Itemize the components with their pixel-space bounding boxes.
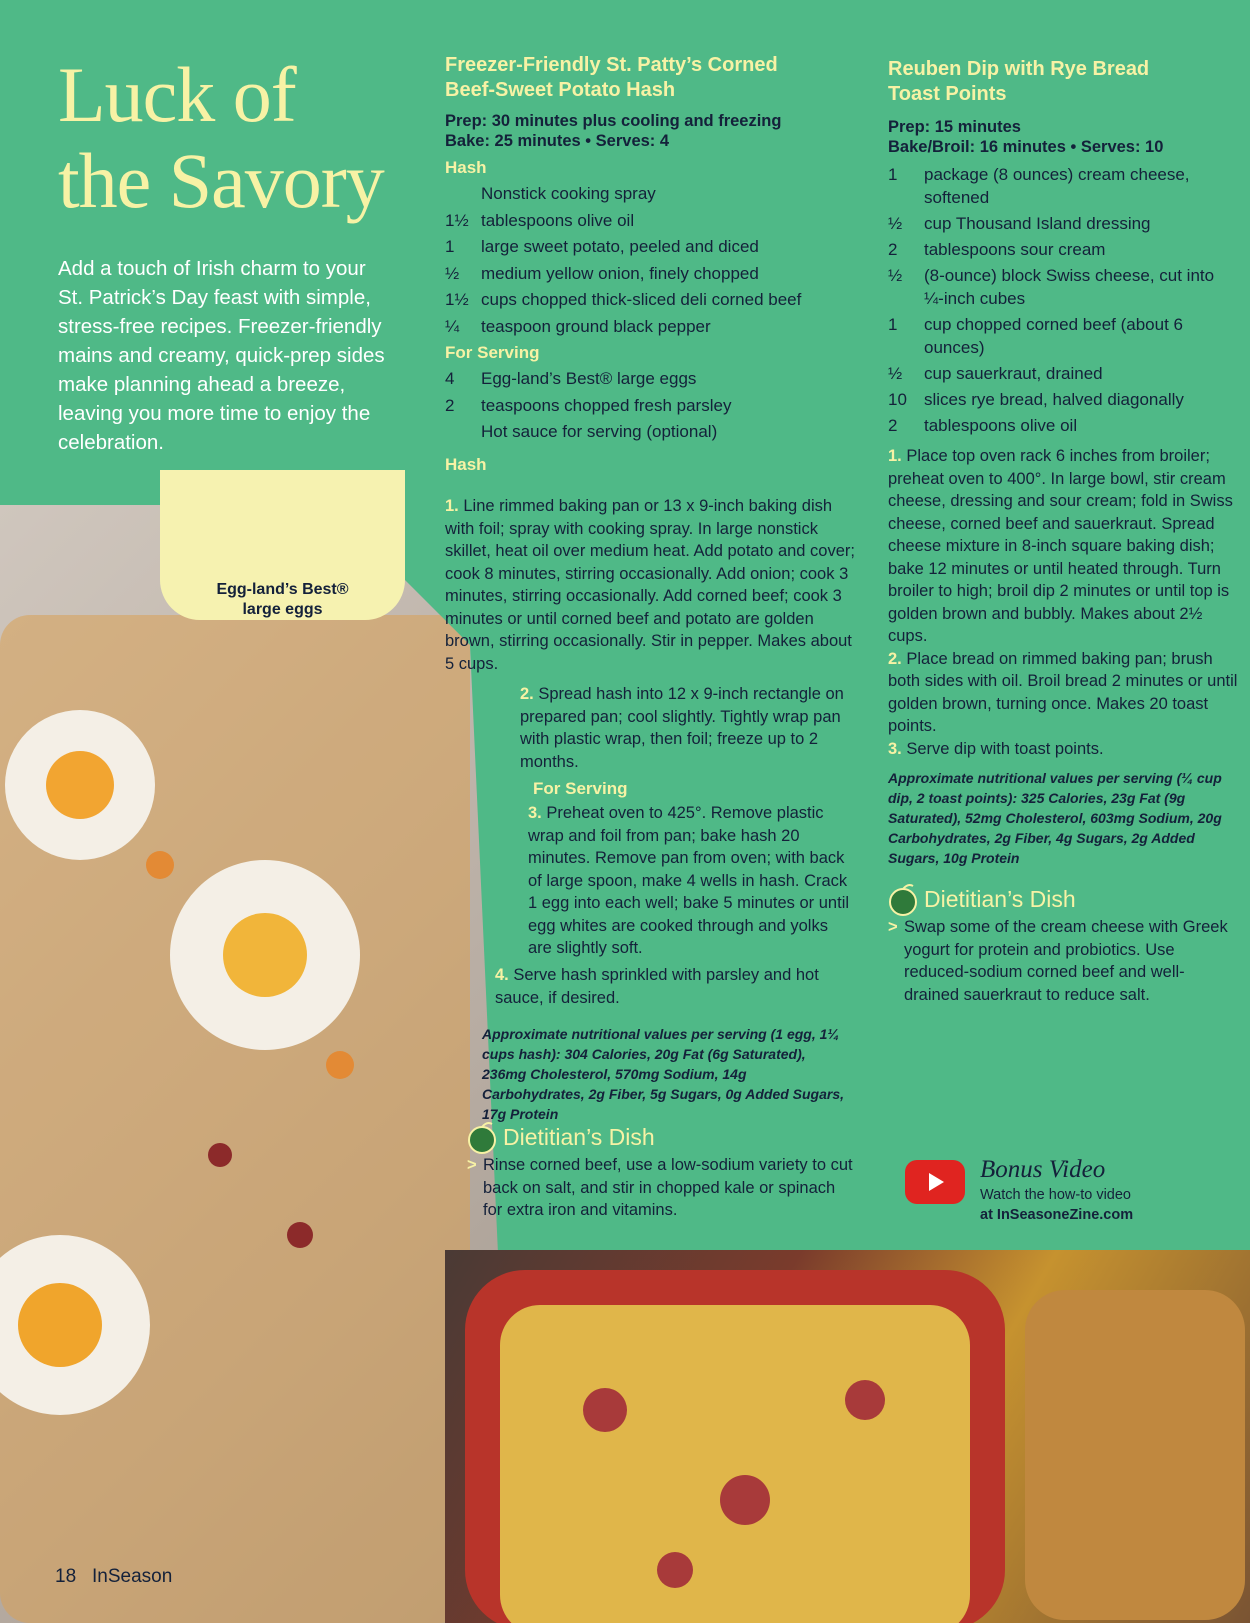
step-text: Place top oven rack 6 inches from broiler; preheat oven to 400°. In large bowl, stir cream cheese, dressing and sour cream; fold in Swiss cheese, corned beef and sauerkraut. Spread cheese mixture in 8-inch square baking dish; bake 12 minutes or until heated through. Turn broiler to high; broil dip 2 minutes or until top is golden brown and bubbly. Makes about 2½ cups. xyxy=(888,447,1233,645)
recipe1-dietitian xyxy=(467,1120,857,1222)
ingredient-text: cup sauerkraut, drained xyxy=(924,364,1103,383)
recipe1-meta-2: Bake: 25 minutes • Serves: 4 xyxy=(445,132,670,150)
recipe2-step-2 xyxy=(888,648,1238,738)
brand-name: InSeason xyxy=(91,1566,173,1587)
step-text: Spread hash into 12 x 9-inch rectangle on prepared pan; cool slightly. Tightly wrap pan with plastic wrap, then foil; freeze up to 2 months. xyxy=(520,685,844,771)
ingredient-qty: ½ xyxy=(888,214,903,233)
title-line-2: the Savory xyxy=(58,137,384,224)
recipe1-meta-1: Prep: 30 minutes plus cooling and freezing xyxy=(445,112,782,130)
step-number: 3. xyxy=(528,804,542,822)
step-number: 4. xyxy=(495,966,509,984)
step-number: 2. xyxy=(520,685,534,703)
recipe2-meta-1: Prep: 15 minutes xyxy=(888,118,1021,136)
ingredient-qty: 1 xyxy=(445,237,455,256)
ingredient-row xyxy=(445,366,865,393)
ingredient-row xyxy=(888,238,1238,261)
ingredient-text: slices rye bread, halved diagonally xyxy=(924,390,1184,409)
reuben-dip-photo xyxy=(445,1250,1250,1623)
ingredient-text: cups chopped thick-sliced deli corned beef xyxy=(481,290,802,309)
ingredient-text: medium yellow onion, finely chopped xyxy=(481,263,759,283)
recipe1-steps-serving-label: For Serving xyxy=(533,779,628,798)
ingredient-row xyxy=(888,414,1238,437)
ingredient-row xyxy=(445,314,865,341)
ingredient-qty: ½ xyxy=(888,364,903,383)
bonus-title: Bonus Video xyxy=(980,1156,1106,1183)
recipe1-step-2 xyxy=(520,683,855,773)
dietitian-text: Swap some of the cream cheese with Greek yogurt for protein and probiotics. Use reduced-sodium corned beef and well-drained sauerkraut to reduce salt. xyxy=(904,918,1228,1004)
bonus-video xyxy=(980,1155,1220,1225)
ingredient-row xyxy=(888,362,1238,385)
recipe1-steps-hash-label: Hash xyxy=(445,454,487,474)
step-number: 1. xyxy=(888,447,902,465)
step-text: Line rimmed baking pan or 13 x 9-inch baking dish with foil; spray with cooking spray. In large nonstick skillet, heat oil over medium heat. Add potato and cover; cook 8 minutes, stirring occasionally. Add onion; cook 3 minutes, stirring occasionally. Add corned beef; cook 3 minutes or until corned beef and potato are golden brown, stirring occasionally. Stir in pepper. Makes about 5 cups. xyxy=(445,497,855,673)
ingredient-qty: 1½ xyxy=(445,290,469,309)
ingredient-text: package (8 ounces) cream cheese, softened xyxy=(924,165,1190,207)
ingredient-text: teaspoons chopped fresh parsley xyxy=(481,395,732,415)
ingredient-row xyxy=(888,212,1238,235)
recipe1-header xyxy=(445,53,865,478)
ingredient-qty: 1½ xyxy=(445,210,469,230)
step-text: Serve hash sprinkled with parsley and hot sauce, if desired. xyxy=(495,966,819,1007)
ingredient-row xyxy=(445,208,865,235)
dietitian-title: Dietitian’s Dish xyxy=(503,1124,655,1150)
arrow-icon: > xyxy=(888,918,898,936)
ingredient-text: tablespoons olive oil xyxy=(481,210,635,230)
ingredient-text: Hot sauce for serving (optional) xyxy=(481,422,718,441)
ingredient-text: tablespoons olive oil xyxy=(924,416,1078,435)
step-number: 3. xyxy=(888,739,902,758)
ingredient-row xyxy=(888,388,1238,411)
apple-icon xyxy=(888,882,918,916)
recipe1-section-hash: Hash xyxy=(445,158,487,177)
ingredient-row xyxy=(445,287,865,314)
recipe1-step-3 xyxy=(528,802,856,960)
recipe2-header xyxy=(888,57,1238,1006)
title-line-1: Luck of xyxy=(58,51,296,138)
page-number: 18 xyxy=(55,1566,77,1587)
step-text: Place bread on rimmed baking pan; brush both sides with oil. Broil bread 2 minutes or until golden brown, turning once. Makes 20 toast points. xyxy=(888,649,1238,735)
recipe2-nutrition: Approximate nutritional values per serving (¼ cup dip, 2 toast points): 325 Calories, 23g Fat (9g Saturated), 52mg Cholesterol, 603mg Sodium, 20g Carbohydrates, 2g Fiber, 4g Sugars, 2g Added Sugars, 10g Protein xyxy=(888,770,1222,866)
ingredient-row xyxy=(888,264,1238,310)
bonus-line-1: Watch the how-to video xyxy=(980,1187,1131,1203)
ingredient-qty: 4 xyxy=(445,369,455,388)
ingredient-row xyxy=(888,313,1238,359)
recipe2-ingredients xyxy=(888,163,1238,437)
ingredient-text: cup Thousand Island dressing xyxy=(924,214,1151,233)
apple-icon xyxy=(467,1120,497,1154)
ingredient-row xyxy=(445,234,865,261)
ingredient-row xyxy=(445,393,865,420)
ingredient-text: tablespoons sour cream xyxy=(924,240,1106,259)
ingredient-qty: ½ xyxy=(445,263,460,283)
ingredient-text: Egg-land’s Best® large eggs xyxy=(481,369,697,388)
recipe1-step-4 xyxy=(495,964,855,1009)
recipe2-step-1 xyxy=(888,445,1238,648)
ingredient-qty: 2 xyxy=(888,240,898,259)
page-footer xyxy=(55,1566,172,1588)
ingredient-qty: 10 xyxy=(888,390,907,409)
recipe2-step-3 xyxy=(888,738,1238,761)
ingredient-qty: ¼ xyxy=(445,316,460,336)
ingredient-text: cup chopped corned beef (about 6 ounces) xyxy=(924,315,1183,357)
play-icon xyxy=(905,1160,965,1204)
recipe1-serving-ingredients xyxy=(445,366,865,446)
dietitian-text: Rinse corned beef, use a low-sodium variety to cut back on salt, and stir in chopped kale or spinach for extra iron and vitamins. xyxy=(483,1156,853,1219)
ingredient-row xyxy=(445,419,865,446)
ingredient-text: Nonstick cooking spray xyxy=(481,184,656,203)
ingredient-text: (8-ounce) block Swiss cheese, cut into ¼-inch cubes xyxy=(924,266,1215,308)
recipe2-dietitian-header xyxy=(888,882,1238,916)
recipe2-title-2: Toast Points xyxy=(888,83,1007,105)
step-number: 1. xyxy=(445,497,459,515)
product-label xyxy=(160,580,405,620)
product-name: Egg-land’s Best® xyxy=(216,581,349,598)
recipe1-nutrition: Approximate nutritional values per serving (1 egg, 1¼ cups hash): 304 Calories, 20g Fat (6g Saturated), 236mg Cholesterol, 570mg Sodium, 14g Carbohydrates, 2g Fiber, 5g Sugars, 0g Added Sugars, 17g Protein xyxy=(482,1026,845,1122)
ingredient-qty: 2 xyxy=(888,416,898,435)
step-text: Preheat oven to 425°. Remove plastic wrap and foil from pan; bake hash 20 minutes. Remove pan from oven; with back of large spoon, make 4 wells in hash. Crack 1 egg into each well; bake 5 minutes or until egg whites are cooked through and yolks are slightly soft. xyxy=(528,804,850,957)
step-number: 2. xyxy=(888,649,902,668)
recipe2-title-1: Reuben Dip with Rye Bread xyxy=(888,58,1150,80)
hash-photo xyxy=(0,505,515,1623)
recipe1-title-1: Freezer-Friendly St. Patty’s Corned xyxy=(445,54,778,76)
page-title xyxy=(58,52,418,224)
dietitian-title: Dietitian’s Dish xyxy=(924,886,1076,912)
ingredient-row xyxy=(445,261,865,288)
bonus-link[interactable]: at InSeasoneZine.com xyxy=(980,1207,1134,1223)
ingredient-qty: 2 xyxy=(445,395,455,415)
recipe1-hash-ingredients xyxy=(445,181,865,340)
recipe2-meta-2: Bake/Broil: 16 minutes • Serves: 10 xyxy=(888,138,1164,156)
video-play-button[interactable] xyxy=(905,1160,965,1204)
ingredient-qty: ½ xyxy=(888,266,903,285)
ingredient-row xyxy=(445,181,865,208)
intro-text: Add a touch of Irish charm to your St. Patrick’s Day feast with simple, stress-free recipes. Freezer-friendly mains and creamy, quick-prep sides make planning ahead a breeze, leaving you more time to enjoy the celebration. xyxy=(58,257,385,454)
recipe1-title-2: Beef-Sweet Potato Hash xyxy=(445,79,676,101)
recipe1-step-1 xyxy=(445,495,855,675)
ingredient-text: large sweet potato, peeled and diced xyxy=(481,237,759,256)
ingredient-row xyxy=(888,163,1238,209)
product-sub: large eggs xyxy=(242,601,323,618)
arrow-icon: > xyxy=(467,1156,477,1174)
ingredient-qty: 1 xyxy=(888,315,898,334)
step-text: Serve dip with toast points. xyxy=(906,739,1104,758)
ingredient-qty: 1 xyxy=(888,165,898,184)
recipe1-section-serving: For Serving xyxy=(445,343,540,362)
ingredient-text: teaspoon ground black pepper xyxy=(481,316,711,336)
